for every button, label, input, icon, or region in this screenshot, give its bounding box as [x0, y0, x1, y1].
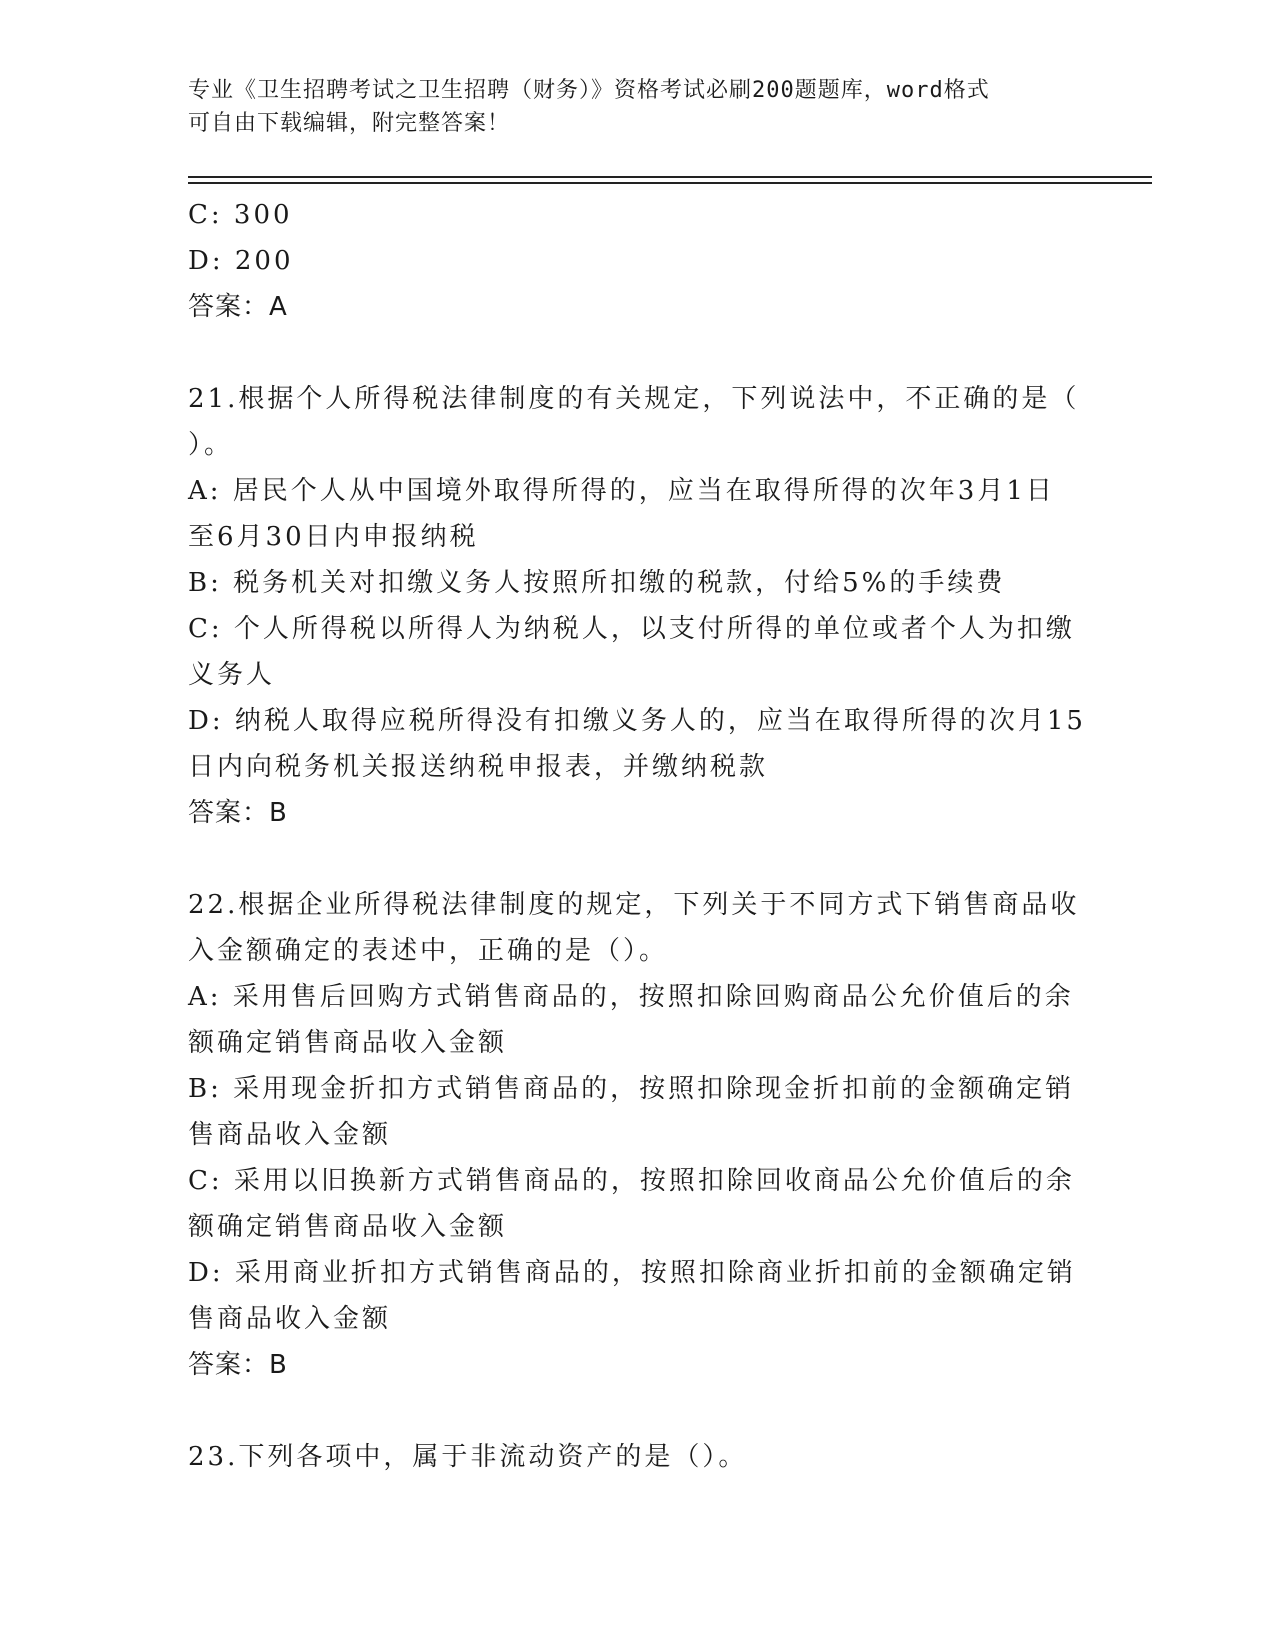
option-c: C: 300 — [188, 200, 293, 230]
question-21 — [188, 376, 1088, 836]
question-stem: 23.下列各项中，属于非流动资产的是（）。 — [188, 1442, 748, 1472]
option-b: B: 税务机关对扣缴义务人按照所扣缴的税款，付给5%的手续费 — [188, 568, 1006, 598]
option-b-cont: 售商品收入金额 — [188, 1120, 392, 1150]
question-stem: 21.根据个人所得税法律制度的有关规定，下列说法中，不正确的是（ — [188, 384, 1080, 414]
answer: 答案：B — [188, 1350, 288, 1380]
question-stem-cont: 入金额确定的表述中，正确的是（）。 — [188, 936, 669, 966]
option-d-cont: 售商品收入金额 — [188, 1304, 392, 1334]
option-c-cont: 义务人 — [188, 660, 276, 690]
option-d: D: 纳税人取得应税所得没有扣缴义务人的，应当在取得所得的次月15 — [188, 706, 1086, 736]
question-stem-cont: ）。 — [188, 430, 234, 460]
option-c-cont: 额确定销售商品收入金额 — [188, 1212, 508, 1242]
question-23 — [188, 1434, 1088, 1480]
option-a: A: 采用售后回购方式销售商品的，按照扣除回购商品公允价值后的余 — [188, 982, 1074, 1012]
spacer — [188, 1388, 1088, 1434]
option-c: C: 采用以旧换新方式销售商品的，按照扣除回收商品公允价值后的余 — [188, 1166, 1075, 1196]
answer: 答案：B — [188, 798, 288, 828]
option-a: A: 居民个人从中国境外取得所得的，应当在取得所得的次年3月1日 — [188, 476, 1055, 506]
option-d: D: 200 — [188, 246, 294, 276]
option-d-cont: 日内向税务机关报送纳税申报表，并缴纳税款 — [188, 752, 769, 782]
header-line-2: 可自由下载编辑，附完整答案！ — [188, 111, 511, 136]
answer: 答案：A — [188, 292, 288, 322]
question-content — [188, 192, 1088, 1480]
option-c: C: 个人所得税以所得人为纳税人，以支付所得的单位或者个人为扣缴 — [188, 614, 1075, 644]
header-rule-bottom — [188, 182, 1152, 184]
spacer — [188, 836, 1088, 882]
option-a-cont: 至6月30日内申报纳税 — [188, 522, 479, 552]
document-header — [188, 74, 1078, 140]
question-stem: 22.根据企业所得税法律制度的规定，下列关于不同方式下销售商品收 — [188, 890, 1080, 920]
spacer — [188, 330, 1088, 376]
header-rule-top — [188, 176, 1152, 178]
option-d: D: 采用商业折扣方式销售商品的，按照扣除商业折扣前的金额确定销 — [188, 1258, 1076, 1288]
header-line-1: 专业《卫生招聘考试之卫生招聘（财务）》资格考试必刷200题题库，word格式 — [188, 78, 990, 103]
option-a-cont: 额确定销售商品收入金额 — [188, 1028, 508, 1058]
question-20-tail — [188, 192, 1088, 330]
option-b: B: 采用现金折扣方式销售商品的，按照扣除现金折扣前的金额确定销 — [188, 1074, 1075, 1104]
question-22 — [188, 882, 1088, 1388]
